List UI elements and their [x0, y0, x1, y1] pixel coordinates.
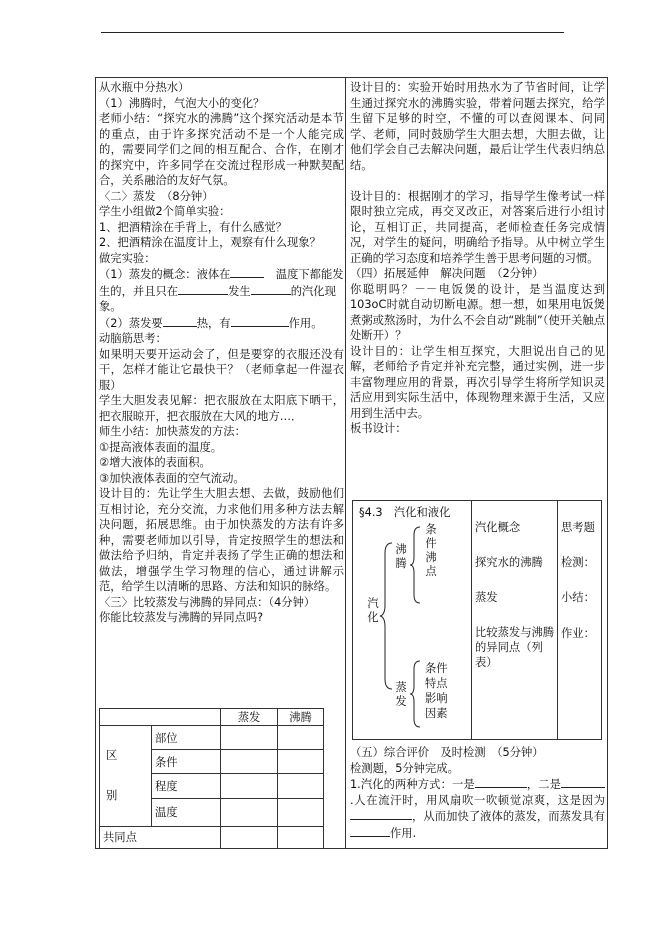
board-boil: 沸腾: [395, 543, 407, 570]
board-mid-item: 汽化概念: [475, 521, 521, 534]
design-purpose: 设计目的：让学生相互探究，大胆说出自己的见解，老师给予肯定并补充完整，通过实例，进一步丰富物理应用的背景，再次引导学生将所学知识灵活应用到实际生活中，体现物理来源于生活，又应用到生活中去。: [350, 344, 605, 420]
row-label: 部位: [152, 726, 221, 750]
fill-blank-1: （1）蒸发的概念：液体在 温度下都能发生的，并且只在 发生 的汽化现象。: [99, 268, 344, 313]
teacher-summary: 老师小结：“探究水的沸腾”这个探究活动是本节的重点，由于许多探究活动不是一个人能完成的，需要同学们之间的相互配合、合作，在刚才的探究中，许多同学在交流过程形成一种默契配合，关系融洽的友好气氛。: [99, 112, 344, 187]
right-column: [350, 80, 605, 437]
text-line: 从水瓶中分热水）: [99, 81, 190, 94]
table-cell: [278, 798, 324, 826]
board-right-item: 作业：: [561, 627, 595, 640]
text-line: （1）沸腾时，气泡大小的变化？: [99, 96, 265, 110]
blank: [178, 283, 228, 295]
table-cell: [278, 774, 324, 798]
board-section-title: §4.3 汽化和液化: [359, 506, 451, 519]
table-cell: [278, 750, 324, 774]
text-line: 如果明天要开运动会了，但是要穿的衣服还没有干，怎样才能让它最快干？（老师拿起一件湿衣服）: [99, 347, 344, 392]
table-cell: [221, 750, 278, 774]
table-cell: [278, 826, 324, 848]
row-label: 程度: [152, 774, 221, 798]
blank: [350, 808, 412, 820]
text-line: ②增大液体的表面积。: [99, 456, 211, 469]
blank: [251, 283, 291, 295]
brace-icon: [409, 525, 421, 605]
section-heading: 〈三〉比较蒸发与沸腾的异同点：（4分钟）: [99, 595, 316, 609]
text-line: 你能比较蒸发与沸腾的异同点吗?: [99, 611, 264, 624]
section-heading: 〈二〉蒸发 （8分钟）: [99, 189, 214, 203]
board-boil-sub: 条件沸点: [425, 523, 437, 578]
text-line: 检测题，5分钟完成。: [350, 761, 459, 775]
test-question: 1.汽化的两种方式：一是 ，二是.人在流汗时，用风扇吹一吹顿觉凉爽，这是因为，从而加快了液体的蒸发，而蒸发具有作用.: [350, 778, 605, 840]
fill-blank-2: （2）蒸发要 热，有 作用。: [99, 316, 323, 330]
row-label: 温度: [152, 798, 221, 826]
column-header: 蒸发: [221, 709, 278, 726]
board-evap-sub: 条件 特点 影响 因素: [425, 662, 448, 720]
text-line: 2、把酒精涂在温度计上，观察有什么现象？: [99, 236, 321, 249]
board-root: 汽化: [367, 597, 379, 624]
blank: [163, 315, 197, 327]
table-cell: [278, 726, 324, 750]
text-line: ①提高液体表面的温度。: [99, 440, 223, 454]
text-line: 师生小结：加快蒸发的方法：: [99, 425, 246, 438]
right-column-bottom: [350, 745, 605, 841]
blank: [350, 825, 390, 837]
column-divider: [345, 77, 346, 849]
text-line: 学生小组做2个简单实验：: [99, 205, 231, 218]
blank: [231, 315, 289, 327]
row-label: 条件: [152, 750, 221, 774]
board-right-item: 小结：: [561, 591, 595, 604]
brace-icon: [409, 659, 421, 729]
text-line: 1、把酒精涂在手背上，有什么感觉？: [99, 220, 287, 234]
text-line: 做完实验：: [99, 251, 156, 265]
board-right-item: 检测：: [561, 556, 595, 569]
left-column: [99, 80, 344, 626]
board-mid-item: 比较蒸发与沸腾的异同点（列表）: [475, 626, 555, 669]
comparison-table: [99, 708, 324, 849]
table-cell: [221, 726, 278, 750]
board-right-item: 思考题: [561, 521, 595, 534]
board-mid-item: 蒸发: [475, 591, 498, 604]
text-line: 动脑筋思考：: [99, 332, 167, 345]
brace-icon: [379, 541, 393, 691]
blank: [230, 266, 264, 278]
section-heading: （五）综合评价 及时检测 （5分钟）: [350, 746, 544, 759]
design-purpose: 设计目的：先让学生大胆去想、去做，鼓励他们互相讨论，充分交流，力求他们用多种方法去解决问题，拓展思维。由于加快蒸发的方法有许多种，需要老师加以引导，肯定按照学生的想法和做法给予归纳，肯定并表扬了学生正确的想法和做法，增强学生学习物理的信心，通过讲解示范，给学生以清晰的思路、方法和知识的脉络。: [99, 487, 344, 593]
board-title: 板书设计：: [350, 422, 407, 435]
board-mid-item: 探究水的沸腾: [475, 556, 543, 569]
text-line: ③加快液体表面的空气流动。: [99, 471, 245, 485]
board-design: [352, 500, 602, 740]
table-cell: [221, 826, 278, 848]
question-text: 你聪明吗？－－电饭煲的设计，是当温度达到103oC时就自动切断电源。想一想，如果用电饭煲煮粥或熬汤时，为什么不会自动“跳制”（使开关触点处断开）？: [350, 282, 605, 342]
section-heading: （四）拓展延伸 解决问题 （2分钟）: [350, 267, 544, 280]
board-evap: 蒸发: [395, 681, 407, 708]
table-cell: [221, 774, 278, 798]
blank: [475, 776, 527, 788]
design-purpose: 设计目的：实验开始时用热水为了节省时间，让学生通过探究水的沸腾实验，带着问题去探究，给学生留下足够的时空，不懂的可以查阅课本、问同学、老师，同时鼓励学生大胆去想，大胆去做，让他们学会自己去解决问题，最后让学生代表归纳总结。: [350, 81, 605, 172]
row-group-label: 区 别: [100, 726, 152, 827]
row-label: 共同点: [100, 826, 221, 848]
design-purpose: 设计目的：根据刚才的学习，指导学生像考试一样限时独立完成，再交叉改正，对答案后进行小组讨论，互相订正，共同提高，老师检查任务完成情况，对学生的疑问，明确给予指导。从中树立学生正确的学习态度和培养学生善于思考问题的习惯。: [350, 189, 605, 265]
blank: [561, 776, 605, 788]
text-line: 学生大胆发表见解：把衣服放在太阳底下晒干，把衣服晾开，把衣服放在大风的地方…．: [99, 394, 344, 423]
header-rule: [101, 32, 564, 33]
table-cell: [221, 798, 278, 826]
column-header: 沸腾: [278, 709, 324, 726]
